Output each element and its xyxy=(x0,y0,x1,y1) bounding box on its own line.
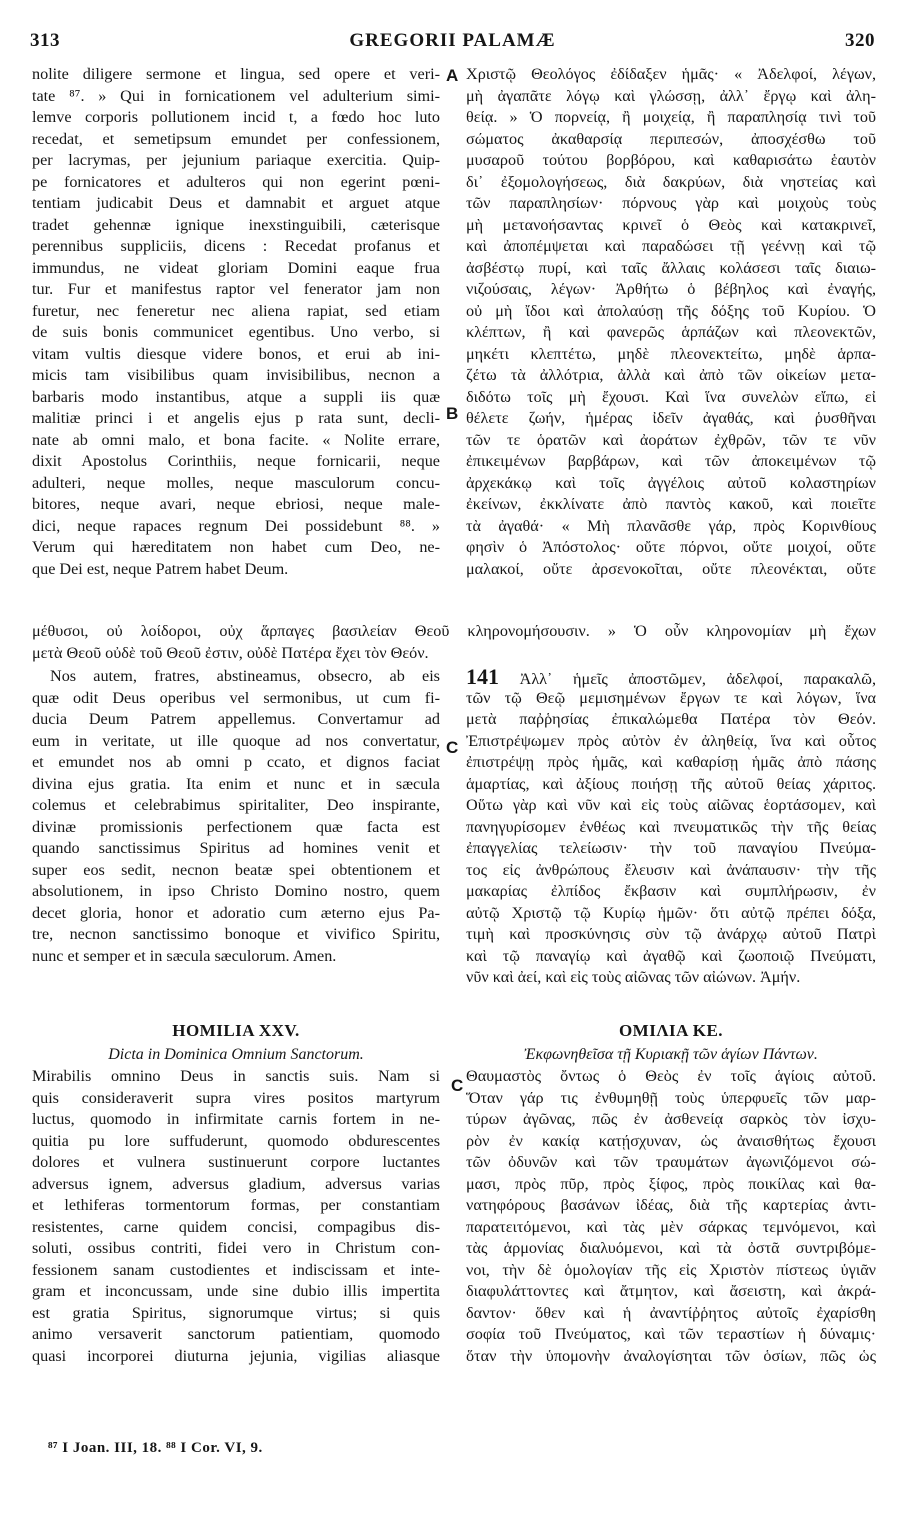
text-line: τῶν ὀδυνῶν καὶ τῶν τραυμάτων ἀγωνιζόμενοι σώ- xyxy=(466,1153,876,1171)
text-line: θέλετε ζωήν, ἡμέρας ἰδεῖν ἀγαθάς, καὶ ῥυσθῆναι xyxy=(466,409,876,427)
text-line: recedat, et semetipsum emundet per confessionem, xyxy=(32,129,440,148)
text-line: gram et inconcussam, unde sine dubio illis impertita xyxy=(32,1282,440,1300)
text-line: ἐπαγγελίας τελείωσιν· τὴν τοῦ παναγίου Πνεύμα- xyxy=(466,839,876,857)
text-line: pe fornicatores et adulteros qui non egerint pœni- xyxy=(32,172,440,191)
text-line: κλέπτων, ἢ καὶ φανερῶς ἁρπάζων καὶ πλεονεκτῶν, xyxy=(466,323,876,341)
text-line: per lacrymas, per jejunium pariaque exercitia. Quip- xyxy=(32,151,440,169)
text-line: vitam vultis diesque videre bonos, et erui ab ini- xyxy=(32,344,440,363)
text-line: nunc et semper et in sæcula sæculorum. Amen. xyxy=(32,946,337,965)
text-line: νοι, τὴν δὲ ὁμολογίαν τῆς εἰς Χριστὸν πίστεως ὑγιᾶν xyxy=(466,1260,876,1279)
text-line: ducia Deum Patrem appellemus. Convertamur ad xyxy=(32,710,440,728)
footnotes: ⁸⁷ I Joan. III, 18. ⁸⁸ I Cor. VI, 9. xyxy=(48,1440,263,1456)
text-line: διδότω τοῖς μὴ ἔχουσι. Καὶ ἵνα συνελὼν εἴπω, εἰ xyxy=(466,387,876,406)
text-line: ὅταν τὴν ὑπομονὴν ἀναλογίσηται τῶν ὁσίων, πῶς ὡς xyxy=(466,1346,876,1365)
text-line: quasi incorporei diuturna jejunia, vigilias aliasque xyxy=(32,1346,440,1365)
text-line: dolores et vulnera sustinuerunt corpore luctantes xyxy=(32,1153,440,1171)
text-line: quitia pu lore suffuderunt, quomodo obdurescentes xyxy=(32,1131,440,1150)
cross-column-greek xyxy=(32,621,876,664)
text-line: νατηφόρους βασάνων ἰδέας, διὰ τῆς καρτερίας ἀντι- xyxy=(466,1196,876,1214)
text-line: quis consideraverit supra vires positos martyrum xyxy=(32,1088,440,1107)
text-line: fessionem sanam custodientes et indiscissam et inte- xyxy=(32,1260,440,1279)
text-line: ἐκείνων, ἐκκλίνατε ἀπὸ παντὸς κακοῦ, καὶ ποιεῖτε xyxy=(466,495,876,513)
text-line: σώματος ἀκαθαρσίᾳ περιπεσών, ἀποσχέσθω τοῦ xyxy=(466,129,876,148)
text-line: διαφυλάττοντες καὶ ἄτμητον, καὶ ἄσειστη, καὶ ἀκρά- xyxy=(466,1282,876,1300)
text-line: tre, necnon sanctissimo bonoque et vivifico Spiritu, xyxy=(32,925,440,943)
latin-heading-block xyxy=(32,1018,440,1066)
text-line: τος εἰς ἀνθρώπους ἔλευσιν καὶ ἀνάπαυσιν· τὴν τῆς xyxy=(466,860,876,879)
text-line: νῦν καὶ ἀεί, καὶ εἰς τοὺς αἰῶνας τῶν αἰώνων. Ἀμήν. xyxy=(466,968,801,986)
text-line: τὰ ἀγαθά· « Μὴ πλανᾶσθε γάρ, πρὸς Κορινθίους xyxy=(466,516,876,535)
text-line: immundus, ne videat gloriam Domini eaque frua xyxy=(32,258,440,277)
text-line: τύρων ἀγῶνας, πῶς ἐν ἀσθενείᾳ σαρκὸς τὸν ἰσχυ- xyxy=(466,1110,876,1128)
text-line: μασι, πρὸς πῦρ, πρὸς ξίφος, πρὸς ποικίλας καὶ θα- xyxy=(466,1174,876,1193)
text-line: νιζούσαις, λέγων· Ἀρθήτω ὁ βέβηλος καὶ ἐναγής, xyxy=(466,280,876,298)
text-line: absolutionem, in ipso Christo Domino nostro, quem xyxy=(32,882,440,900)
text-line: πανηγυρίσομεν ἐνθέως καὶ πνευματικῶς τὴν τῆς θείας xyxy=(466,817,876,836)
text-line: decet gloria, honor et adoratio cum æterno ejus Pa- xyxy=(32,903,440,922)
text-line: nate ab omni malo, et bona facite. « Nolite errare, xyxy=(32,430,440,449)
text-line: perennibus suppliciis, dicens : Recedat profanus et xyxy=(32,237,440,255)
text-line: δαντον· ὅθεν καὶ ἡ ἀναντίῤῥητος αὐτοῖς ἐχαρίσθη xyxy=(466,1303,876,1322)
text-line: adulteri, neque molles, neque masculorum concu- xyxy=(32,473,440,492)
text-line: quando sanctissimus Spiritus ad homines venit et xyxy=(32,839,440,857)
text-line: resistentes, carne quidem concisi, compagibus dis- xyxy=(32,1217,440,1236)
text-line: τῶν παραπλησίων· πόρνους γὰρ καὶ μοιχοὺς τοὺς xyxy=(466,194,876,212)
greek-column-mid xyxy=(466,666,876,989)
text-line: μυσαροῦ τούτου βορβόρου, καὶ καθαρισάτω ἑαυτὸν xyxy=(466,151,876,169)
text-line: αὐτῷ Χριστῷ τῷ Κυρίῳ ἡμῶν· ὅτι αὐτῷ πρέπει δόξα, xyxy=(466,903,876,922)
text-line: animo versaverit sanctorum patientiam, quomodo xyxy=(32,1325,440,1343)
text-line: ἐπιστρέψῃ πρὸς ἡμᾶς, καὶ καθαρίσῃ ἡμᾶς ἀπὸ πάσης xyxy=(466,753,876,771)
section-number: 141 xyxy=(466,666,499,688)
section-marker-a: A xyxy=(446,66,459,85)
text-line: est gratia Spiritus, signorumque virtus; si quis xyxy=(32,1303,440,1322)
text-line: bitores, neque avari, neque ebriosi, neque male- xyxy=(32,495,440,513)
text-line: τιμὴ καὶ προσκύνησις σὺν τῷ ἀνάρχῳ αὐτοῦ Πατρὶ xyxy=(466,925,876,943)
page-number-left: 313 xyxy=(30,30,60,51)
text-line-content: Ἀλλ᾽ ἡμεῖς ἀποστῶμεν, ἀδελφοί, παρακαλῶ, xyxy=(519,670,876,688)
text-line: Χριστῷ Θεολόγος ἐδίδαξεν ἡμᾶς· « Ἀδελφοί, λέγων, xyxy=(466,65,876,83)
text-line: τῶν τῷ Θεῷ μεμισημένων ἔργων τε καὶ λόγων, ἵνα xyxy=(466,688,876,707)
text-line: barbaris modo instantibus, atque a suppli iis quæ xyxy=(32,387,440,406)
text-line: divina ejus gratia. Ita enim et nunc et in sæcula xyxy=(32,774,440,793)
text-line: nolite diligere sermone et lingua, sed opere et veri- xyxy=(32,65,440,83)
text-line: de suis bonis communicet egentibus. Uno verbo, si xyxy=(32,323,440,341)
text-line: dici, neque rapaces regnum Dei possidebunt ⁸⁸. » xyxy=(32,516,440,535)
text-line: παρατειτόμενοι, καὶ τὰς μὲν σάρκας τεμνόμενοι, καὶ xyxy=(466,1217,876,1236)
text-line: ἀσβέστῳ πυρί, καὶ ταῖς ἄλλαις κολάσεσι ταῖς διαιω- xyxy=(466,258,876,277)
latin-column-mid xyxy=(32,666,440,967)
text-line: καὶ τῷ παναγίῳ καὶ ἀγαθῷ καὶ ζωοποιῷ Πνεύματι, xyxy=(466,946,876,965)
latin-column-bottom xyxy=(32,1066,440,1367)
text-line: ἀρχεκάκῳ καὶ τοῖς ἀγγέλοις αὐτοῦ κολαστηρίων xyxy=(466,473,876,492)
text-line: μὴ ἀγαπᾶτε λόγῳ καὶ γλώσσῃ, ἀλλ᾽ ἔργῳ καὶ ἀλη- xyxy=(466,86,876,105)
homily-heading-greek: ΟΜΙΛΙΑ ΚΕ. xyxy=(618,1021,724,1040)
running-head xyxy=(30,30,875,60)
greek-column-bottom xyxy=(466,1066,876,1367)
text-line: dixit Apostolus Corinthiis, neque fornicarii, neque xyxy=(32,452,440,470)
text-line: quæ odit Deus operibus vel sermonibus, ut cum fi- xyxy=(32,688,440,707)
text-line: luctus, quomodo in infirmitate carnis fortem in ne- xyxy=(32,1110,440,1128)
text-line: σοφία τοῦ Πνεύματος, καὶ τῶν τεραστίων ἡ δύναμις· xyxy=(466,1325,876,1343)
text-line: ἐπικειμένων βαρβάρων, καὶ τῶν ἀποκειμένων τῷ xyxy=(466,452,876,470)
text-line: ἁμαρτίας, καὶ ἀξίους ποιήσῃ τῆς αὐτοῦ θείας χάριτος. xyxy=(466,774,876,793)
greek-column-top xyxy=(466,64,876,580)
text-line: lemve corporis pollutionem incid t, a fœdo hoc luto xyxy=(32,108,440,126)
text-line: τὰς ἁρμονίας διαλυόμενοι, καὶ τὰ ὀστᾶ συντριβόμε- xyxy=(466,1239,876,1257)
text-line: furetur, nec feneretur nec aliena rapiat, sed etiam xyxy=(32,301,440,320)
text-line: μετὰ παῤῥησίας ἐπικαλώμεθα Πατέρα τὸν Θεόν. xyxy=(466,710,876,728)
homily-subheading-greek: Ἐκφωνηθεῖσα τῇ Κυριακῇ τῶν ἁγίων Πάντων. xyxy=(524,1046,818,1063)
text-line: Θαυμαστὸς ὄντως ὁ Θεὸς ἐν τοῖς ἁγίοις αὐτοῦ. xyxy=(466,1067,876,1085)
homily-heading-latin: HOMILIA XXV. xyxy=(172,1021,300,1040)
text-line: que Dei est, neque Patrem habet Deum. xyxy=(32,559,289,578)
text-line: malitiæ princi i et angelis ejus p rata sunt, decli- xyxy=(32,409,440,427)
text-line: super eos sedit, necnon beatæ spei obtentionem et xyxy=(32,860,440,879)
text-line: μέθυσοι, οὐ λοίδοροι, οὐχ ἅρπαγες βασιλείαν Θεοῦ κληρονομήσουσιν. » Ὁ οὖν κληρονομίαν μὴ ἔχων xyxy=(32,622,876,640)
latin-column-top xyxy=(32,64,440,580)
text-line: Mirabilis omnino Deus in sanctis suis. Nam si xyxy=(32,1067,440,1085)
text-line: Ἐπιστρέψωμεν πρὸς αὐτὸν ἐν ἀληθείᾳ, ἵνα καὶ οὗτος xyxy=(466,731,876,750)
text-line: μακαρίας ἐλπίδος ἔκβασιν καὶ συμπλήρωσιν, ἐν xyxy=(466,882,876,900)
section-marker-c: C xyxy=(446,738,459,757)
text-line xyxy=(466,666,876,688)
section-marker-b: B xyxy=(446,404,459,423)
text-line: οὐ μὴ ἴδοι καὶ ἀπολαύσῃ τῆς δόξης τοῦ Κυρίου. Ὁ xyxy=(466,301,876,320)
text-line: μηκέτι κλεπτέτω, μηδὲ πλεονεκτείτω, μηδὲ ἁρπα- xyxy=(466,344,876,363)
text-line: θείᾳ. » Ὁ πορνείᾳ, ἢ μοιχείᾳ, ἢ παραπλησίᾳ τινὶ τοῦ xyxy=(466,108,876,126)
text-line: φησὶν ὁ Ἀπόστολος· οὔτε πόρνοι, οὔτε μοιχοί, οὔτε xyxy=(466,538,876,556)
text-line: micis tam visibilibus quam invisibilibus, necnon a xyxy=(32,366,440,384)
text-line: Ὅταν γάρ τις ἐνθυμηθῇ τοὺς ὑπερφυεῖς τῶν μαρ- xyxy=(466,1088,876,1107)
text-line: δι᾽ ἐξομολογήσεως, διὰ δακρύων, διὰ νηστείας καὶ xyxy=(466,172,876,191)
text-line: Οὕτω γὰρ καὶ νῦν καὶ εἰς τοὺς αἰῶνας ἑορτάσομεν, καὶ xyxy=(466,796,876,814)
section-marker-d: C xyxy=(451,1076,464,1095)
text-line: Verum qui hæreditatem non habet cum Deo, ne- xyxy=(32,538,440,556)
text-line: τῶν τε ὁρατῶν καὶ ἀοράτων ἐχθρῶν, τῶν τε νῦν xyxy=(466,430,876,449)
text-line: divinæ promissionis perfectionem quæ facta est xyxy=(32,817,440,836)
text-line: μὴ μετανοήσαντας κρινεῖ ὁ Θεὸς καὶ κατακρινεῖ, xyxy=(466,215,876,234)
text-line: tate ⁸⁷. » Qui in fornicationem vel adulterium simi- xyxy=(32,86,440,105)
text-line: μαλακοί, οὔτε ἀρσενοκοῖται, οὔτε πλεονέκται, οὔτε xyxy=(466,559,876,578)
text-line: ρὸν ἐν κακίᾳ κατῄσχυναν, ὡς ἀναισθήτως ἔχουσι xyxy=(466,1131,876,1150)
text-line: καὶ ἀποπέμψεται καὶ παραδώσει τῇ γεέννῃ καὶ τῷ xyxy=(466,237,876,255)
text-line: adversus ignem, adversus gladium, adversus varias xyxy=(32,1174,440,1193)
homily-subheading-latin: Dicta in Dominica Omnium Sanctorum. xyxy=(108,1046,364,1063)
page-title: GREGORII PALAMÆ xyxy=(349,30,556,51)
text-line: tradet gehennæ ignique inexstinguibili, cæterisque xyxy=(32,215,440,234)
text-line: tur. Fur et manifestus raptor vel fenerator jam non xyxy=(32,280,440,298)
greek-heading-block xyxy=(466,1018,876,1066)
text-line: soluti, ossibus contriti, fidei vero in Christum con- xyxy=(32,1239,440,1257)
text-line: tentiam judicabit Deus et damnabit et arguet atque xyxy=(32,194,440,212)
text-line: Nos autem, fratres, abstineamus, obsecro, ab eis xyxy=(50,667,440,685)
page-number-right: 320 xyxy=(845,30,875,51)
text-line: μετὰ Θεοῦ οὐδὲ τοῦ Θεοῦ ἐστιν, οὐδὲ Πατέρα ἔχει τὸν Θεόν. xyxy=(32,643,429,662)
text-line: ζέτω τὰ ἀλλότρια, ἀλλὰ καὶ ἀπὸ τῶν οἰκείων μετα- xyxy=(466,366,876,384)
text-line: et emundet nos ab omni p ccato, et dignos faciat xyxy=(32,753,440,771)
text-line: colemus et celebrabimus spiritaliter, Deo inspirante, xyxy=(32,796,440,814)
text-line: eum in veritate, ut ille quoque ad nos convertatur, xyxy=(32,731,440,750)
text-line: et lethiferas tormentorum formas, per constantiam xyxy=(32,1196,440,1214)
